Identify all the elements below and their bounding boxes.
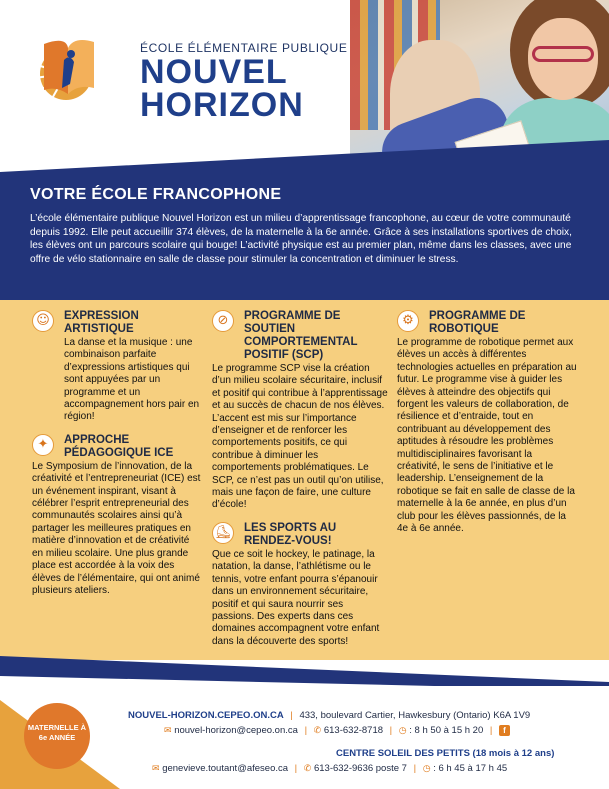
section-title: PROGRAMME DE SOUTIEN COMPORTEMENTAL POSITIF (SCP) [244,310,358,361]
clock-icon: ◷ [422,764,431,774]
section-expression [32,310,202,424]
facebook-icon[interactable]: f [499,725,510,736]
section-title: EXPRESSION ARTISTIQUE [64,310,139,335]
lightbulb-head-icon: ✦ [32,434,54,456]
website-link[interactable]: NOUVEL-HORIZON.CEPEO.ON.CA [128,710,284,721]
section-scp [212,310,388,512]
school-logo-icon [30,34,102,106]
mail-icon: ✉ [152,764,160,774]
address: 433, boulevard Cartier, Hawkesbury (Ontario) K6A 1V9 [299,710,531,721]
daycare-name: CENTRE SOLEIL DES PETITS [336,748,470,759]
school-phone: 613-632-8718 [323,725,384,737]
section-text: Que ce soit le hockey, le patinage, la natation, la danse, l’athlétisme ou le tennis, votre enfant pourra s’épanouir dans un environnement sécuritaire, positif et qui saura nourrir ses passions. Des experts dans ces domaines accompagnent votre enfant dans la découverte des sports! [212,548,380,647]
school-type: ÉCOLE ÉLÉMENTAIRE PUBLIQUE [140,41,348,55]
phone-icon: ✆ [303,764,312,774]
column-3 [397,310,577,546]
daycare-email[interactable]: genevieve.toutant@afeseo.ca [162,763,289,774]
footer-line-2: ✉ nouvel-horizon@cepeo.on.ca | ✆ 613-632-8718 | ◷ : 8 h 50 à 15 h 20 | f [164,725,510,736]
section-sports [212,522,388,648]
column-1 [32,310,202,607]
section-text: Le Symposium de l’innovation, de la créativité et l’entrepreneuriat (ICE) est un événement inspirant, visant à célébrer l’esprit entrepreneurial des communautés scolaires ainsi qu’à partager les meilleures pratiques en matière d’innovation et de créativité en milieu scolaire. Une plus grande place est accordée à la voix des élèves de l’élémentaire, qui ont animé plusieurs ateliers. [32,460,201,596]
section-text: Le programme SCP vise la création d’un milieu scolaire sécuritaire, inclusif et positif qui contribue à l’apprentissage et au succès de chacun de nos élèves. L’accent est mis sur l’importance d’enseigner et de renforcer les comportements positifs, ce qui contribue à diminuer les comportements problématiques. Le SCP, ce n’est pas un outil qu’on utilise, mais une façon de faire, une culture d’école! [212,363,388,511]
clock-icon: ◷ [398,726,407,737]
footer-line-4: ✉ genevieve.toutant@afeseo.ca | ✆ 613-632-9636 poste 7 | ◷ : 6 h 45 à 17 h 45 [152,763,508,774]
section-title: APPROCHE PÉDAGOGIQUE ICE [64,433,174,459]
mail-icon: ✉ [164,726,172,737]
daycare-hours: : 6 h 45 à 17 h 45 [433,763,508,774]
section-title: PROGRAMME DE ROBOTIQUE [429,310,526,335]
daycare-ages: (18 mois à 12 ans) [472,748,555,759]
daycare-phone: 613-632-9636 poste 7 [313,763,407,774]
section-robotique [397,310,577,536]
section-ice [32,434,202,597]
school-email[interactable]: nouvel-horizon@cepeo.on.ca [174,725,298,737]
robot-gear-icon: ⚙ [397,310,419,332]
column-2 [212,310,388,658]
skate-icon: ⛸ [212,522,234,544]
theater-masks-icon: ☺ [32,310,54,332]
section-title: LES SPORTS AU RENDEZ-VOUS! [244,521,337,547]
section-text: Le programme de robotique permet aux élèves un accès à différentes technologies actuelles en préparation au futur. Le programme vise à guider les élèves à atteindre des objectifs qui forgent les valeurs de collaboration, de résilience et d’entraide, tout en contribuant au développement des aptitudes à résoudre les problèmes multidisciplinaires favorisant la créativité, le sens de l’initiative et le leadership. L’enseignement de la robotique se fait en salle de classe de la maternelle à la 6e année, en plus d’un club pour les élèves passionnés, de la 4e à 6e année. [397,337,577,535]
school-name: NOUVEL HORIZON [140,53,304,124]
intro-text: L’école élémentaire publique Nouvel Horizon est un milieu d’apprentissage francophone, au cœur de votre communauté depuis 1992. Elle peut accueillir 374 élèves, de la maternelle à la 6e année. Grâce à ses installations sportives de choix, les élèves ont un parcours scolaire qui bouge! L’activité physique est au premier plan, même dans les classes, avec une offre de vélo stationnaire en salle de classe pour stimuler la concentration et diminuer le stress. [30,213,572,265]
intro-title: VOTRE ÉCOLE FRANCOPHONE [30,186,282,203]
no-bullying-icon: ⊘ [212,310,234,332]
section-text: La danse et la musique : une combinaison parfaite d’expressions artistiques qui sont appuyées par un programme et un accompagnement hors pair en région! [64,337,200,423]
grade-badge: MATERNELLE À 6e ANNÉE [24,703,90,769]
footer-line-1: NOUVEL-HORIZON.CEPEO.ON.CA | 433, boulevard Cartier, Hawkesbury (Ontario) K6A 1V9 [128,710,531,721]
phone-icon: ✆ [313,726,322,737]
footer-line-3 [336,748,554,759]
school-hours: : 8 h 50 à 15 h 20 [409,725,484,737]
